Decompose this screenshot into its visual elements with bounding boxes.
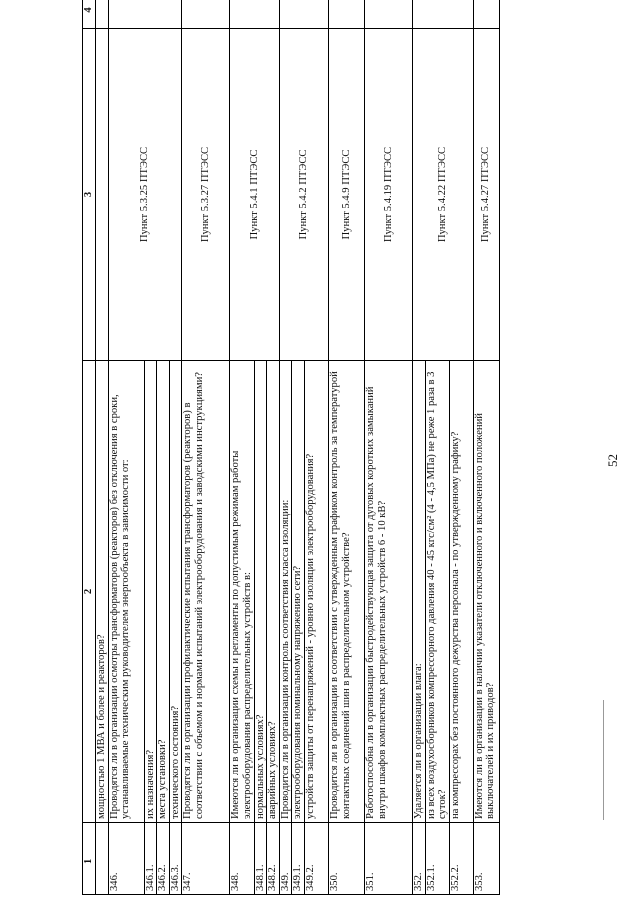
item-mark bbox=[473, 0, 499, 29]
item-text: Имеются ли в организации схемы и регламенты по допустимым режимам работы электрооборудования распределительных устройств в: bbox=[230, 361, 254, 823]
item-reference bbox=[96, 29, 109, 361]
item-mark bbox=[96, 0, 109, 29]
item-number: 352.2. bbox=[449, 823, 473, 895]
item-number: 349.1. bbox=[292, 823, 305, 895]
item-number: 353. bbox=[473, 823, 499, 895]
item-text: Работоспособна ли в организации быстродействующая защита от дуговых коротких замыканий внутри шкафов комплектных распределительных устройств 6 - 10 кВ? bbox=[364, 361, 412, 823]
item-text: аварийных условиях? bbox=[267, 361, 280, 823]
item-reference: Пункт 5.4.19 ПТЭСС bbox=[364, 29, 412, 361]
item-text: из всех воздухосборников компрессорного давления 40 - 45 кгс/см² (4 - 4,5 МПа) не реже 1 раза в 3 суток? bbox=[425, 361, 449, 823]
item-mark bbox=[328, 0, 364, 29]
item-number: 347. bbox=[182, 823, 230, 895]
header-col-2: 2 bbox=[83, 361, 96, 823]
item-mark bbox=[412, 0, 473, 29]
page-number: 52 bbox=[605, 454, 620, 467]
item-reference: Пункт 5.4.9 ПТЭСС bbox=[328, 29, 364, 361]
header-row bbox=[83, 0, 96, 895]
item-text: Проводится ли в организации в соответствии с утвержденным графиком контроль за температурой контактных соединений шин в распределительном устройстве? bbox=[328, 361, 364, 823]
item-number: 346. bbox=[108, 823, 144, 895]
table-row bbox=[230, 0, 254, 895]
item-text: Проводится ли в организации контроль соответствия класса изоляции: bbox=[279, 361, 292, 823]
item-reference: Пункт 5.4.22 ПТЭСС bbox=[412, 29, 473, 361]
item-text: нормальных условиях? bbox=[254, 361, 267, 823]
item-text: Имеются ли в организации в наличии указатели отключенного и включенного положений выключателей и их приводов? bbox=[473, 361, 499, 823]
table-row bbox=[182, 0, 230, 895]
item-mark bbox=[108, 0, 182, 29]
item-number: 346.3. bbox=[169, 823, 182, 895]
item-text: на компрессорах без постоянного дежурства персонала - по утвержденному графику? bbox=[449, 361, 473, 823]
table-row bbox=[96, 0, 109, 895]
item-number: 350. bbox=[328, 823, 364, 895]
item-reference: Пункт 5.3.25 ПТЭСС bbox=[108, 29, 182, 361]
item-number: 346.2. bbox=[157, 823, 170, 895]
item-text: Проводятся ли в организации профилактические испытания трансформаторов (реакторов) в соответствии с объемом и нормами испытаний электрооборудования и заводскими инструкциями? bbox=[182, 361, 230, 823]
item-reference: Пункт 5.3.27 ПТЭСС bbox=[182, 29, 230, 361]
table-row bbox=[364, 0, 412, 895]
item-number: 352.1. bbox=[425, 823, 449, 895]
table-row bbox=[473, 0, 499, 895]
item-text: Проводятся ли в организации осмотры трансформаторов (реакторов) без отключения в сроки, устанавливаемые техническим руководителем энергообъекта в зависимости от: bbox=[108, 361, 144, 823]
item-reference: Пункт 5.4.27 ПТЭСС bbox=[473, 29, 499, 361]
item-number: 351. bbox=[364, 823, 412, 895]
item-number: 348. bbox=[230, 823, 254, 895]
table-row bbox=[108, 0, 144, 895]
item-mark bbox=[182, 0, 230, 29]
item-text: электрооборудования номинальному напряжению сети? bbox=[292, 361, 305, 823]
table-row bbox=[279, 0, 292, 895]
item-number: 352. bbox=[412, 823, 425, 895]
item-mark bbox=[230, 0, 279, 29]
item-mark bbox=[364, 0, 412, 29]
checklist-table bbox=[82, 0, 500, 895]
item-text: места установки? bbox=[157, 361, 170, 823]
item-reference: Пункт 5.4.1 ПТЭСС bbox=[230, 29, 279, 361]
item-text: Удаляется ли в организации влага: bbox=[412, 361, 425, 823]
item-number: 349.2. bbox=[304, 823, 328, 895]
item-number: 348.2. bbox=[267, 823, 280, 895]
item-number bbox=[96, 823, 109, 895]
header-col-4: 4 bbox=[83, 0, 96, 29]
item-mark bbox=[279, 0, 328, 29]
table-row bbox=[328, 0, 364, 895]
item-reference: Пункт 5.4.2 ПТЭСС bbox=[279, 29, 328, 361]
item-number: 346.1. bbox=[144, 823, 157, 895]
item-number: 348.1. bbox=[254, 823, 267, 895]
table-row bbox=[412, 0, 425, 895]
item-text: их назначения? bbox=[144, 361, 157, 823]
header-col-1: 1 bbox=[83, 823, 96, 895]
item-text: технического состояния? bbox=[169, 361, 182, 823]
item-number: 349. bbox=[279, 823, 292, 895]
item-text: мощностью 1 МВА и более и реакторов? bbox=[96, 361, 109, 823]
header-col-3: 3 bbox=[83, 29, 96, 361]
item-text: устройств защиты от перенапряжений - уровню изоляции электрооборудования? bbox=[304, 361, 328, 823]
